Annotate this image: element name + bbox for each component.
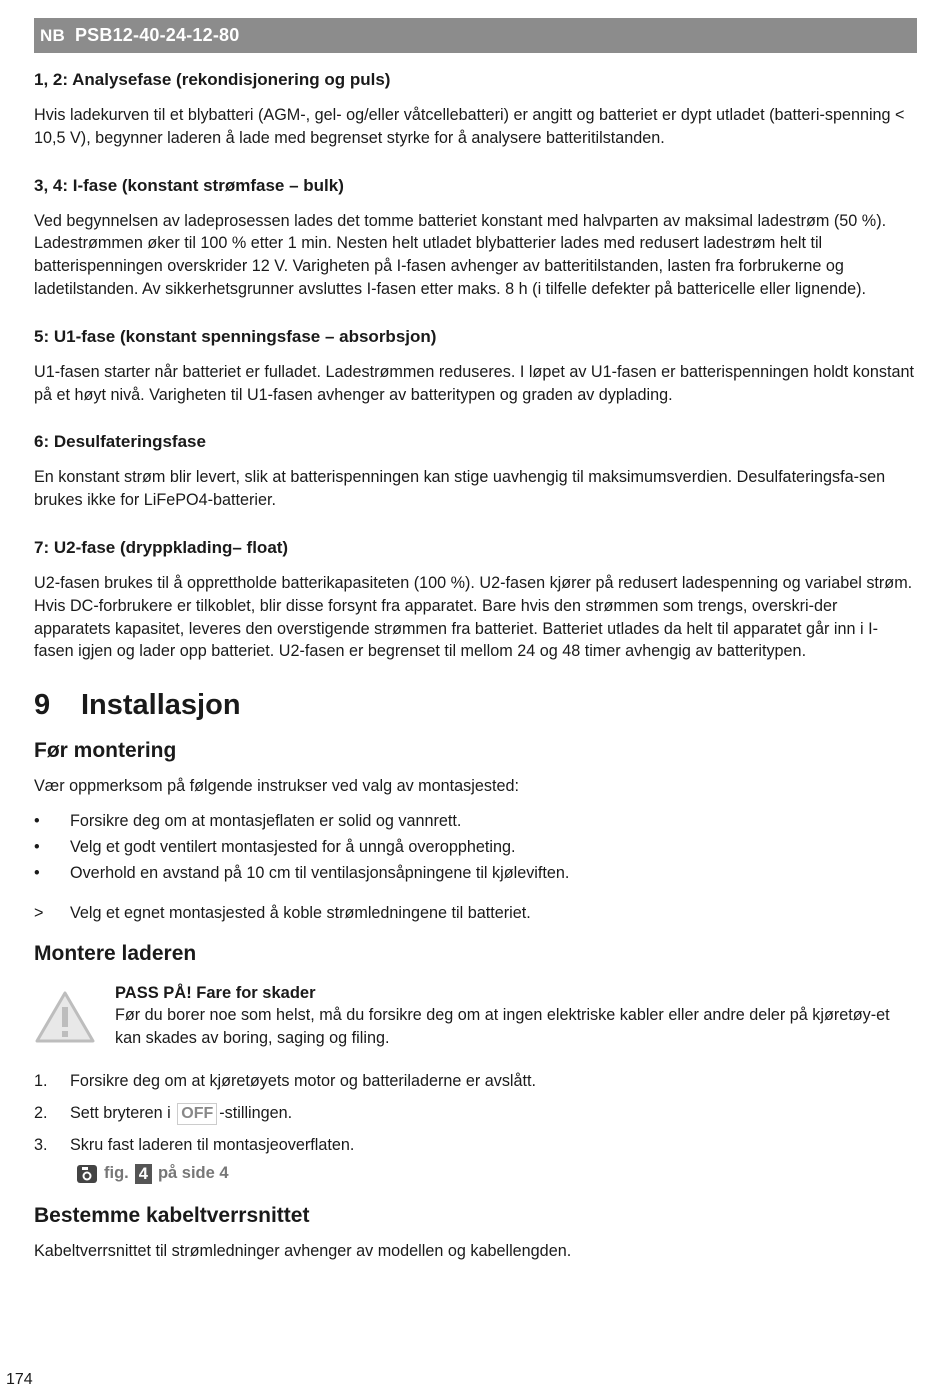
step-text-suffix: -stillingen.: [219, 1103, 293, 1122]
bullet-mark: •: [34, 811, 40, 830]
list-item: [34, 1100, 914, 1126]
list-item-text: Overhold en avstand på 10 cm til ventilasjonsåpningene til kjøleviften.: [70, 863, 570, 882]
model-number: PSB12-40-24-12-80: [74, 25, 240, 45]
bullet-list: [34, 808, 914, 886]
step-number: 3.: [34, 1135, 48, 1154]
figure-prefix: fig.: [104, 1164, 129, 1183]
warning-box: [34, 982, 914, 1050]
bullet-mark: •: [34, 863, 40, 882]
phase-heading: 3, 4: I-fase (konstant strømfase – bulk): [34, 175, 344, 195]
step-number: 2.: [34, 1103, 48, 1122]
chapter-title: [34, 687, 914, 723]
list-item: [34, 1068, 914, 1094]
figure-reference: [76, 1164, 914, 1184]
off-switch-label: OFF: [177, 1103, 217, 1125]
phase-heading: 1, 2: Analysefase (rekondisjonering og puls): [34, 70, 391, 89]
warning-text: Før du borer noe som helst, må du forsikre deg om at ingen elektriske kabler eller andre deler på kjøretøy-et kan skades av boring, saging og filing.: [115, 1005, 890, 1047]
cable-text: Kabeltverrsnittet til strømledninger avhenger av modellen og kabellengden.: [34, 1241, 572, 1260]
page-number: 174: [6, 1371, 33, 1388]
chapter-title-text: Installasjon: [81, 689, 241, 722]
figure-suffix: på side 4: [157, 1164, 229, 1183]
section-heading-before-mounting: Før montering: [34, 739, 177, 763]
phase-text: En konstant strøm blir levert, slik at batterispenningen kan stige uavhengig til maksimumsverdien. Desulfateringsfa-sen brukes ikke for LiFePO4-batterier.: [34, 468, 886, 510]
instruction-step: [34, 900, 914, 926]
phase-text: Ved begynnelsen av ladeprosessen lades det tomme batteriet konstant med halvparten av maksimal ladestrøm (50 %). Ladestrømmen øker til 100 % etter 1 min. Nesten helt utladet blybatterier lades med redusert ladestrøm helt til batterispenningen overskrider 12 V. Varigheten på I-fasen avhenger av batteritilstanden, lasten fra forbrukerne og ladetilstanden. Av sikkerhetsgrunner avsluttes I-fasen etter maks. 8 h (i tilfelle defekter på battericelle eller lignende).: [34, 211, 887, 298]
camera-icon: [76, 1164, 98, 1184]
list-item-text: Forsikre deg om at montasjeflaten er solid og vannrett.: [70, 811, 462, 830]
phase-heading: 7: U2-fase (dryppklading– float): [34, 537, 289, 557]
language-code: NB: [40, 25, 65, 45]
section-heading-cable: Bestemme kabeltverrsnittet: [34, 1203, 310, 1227]
numbered-steps: [34, 1068, 914, 1158]
list-item: [34, 808, 914, 834]
bullet-mark: •: [34, 837, 40, 856]
step-mark: >: [34, 903, 44, 922]
step-text: Forsikre deg om at kjøretøyets motor og batteriladerne er avslått.: [70, 1071, 537, 1090]
list-item-text: Velg et godt ventilert montasjested for å unngå overoppheting.: [70, 837, 516, 856]
phase-text: Hvis ladekurven til et blybatteri (AGM-, gel- og/eller våtcellebatteri) er angitt og batteriet er dypt utladet (batteri-spenning < 10,5 V), begynner laderen å lade med begrenset styrke for å analysere batteritilstanden.: [34, 106, 905, 147]
chapter-number: 9: [34, 689, 51, 722]
step-text: Sett bryteren i: [70, 1103, 171, 1122]
warning-triangle-icon: [34, 982, 115, 1050]
phase-text: U2-fasen brukes til å opprettholde batterikapasiteten (100 %). U2-fasen kjører på redusert ladespenning og variabel strøm. Hvis DC-forbrukere er tilkoblet, blir disse forsynt fra apparatet. Bare hvis den strømmen som trengs, overskri-der apparatets kapasitet, leveres den overstigende strømmen fra batteriet. Batteriet utlades da helt til apparatet går inn i I-fasen igjen og lader opp batteriet. U2-fasen er begrenset til mellom 24 og 48 timer avhengig av batteritypen.: [34, 573, 913, 661]
list-item: [34, 1132, 914, 1158]
phase-heading: 6: Desulfateringsfase: [34, 432, 206, 452]
figure-number: 4: [135, 1164, 152, 1184]
step-text: Skru fast laderen til montasjeoverflaten.: [70, 1135, 355, 1154]
warning-title: PASS PÅ! Fare for skader: [115, 983, 316, 1002]
page-header: [34, 18, 917, 53]
list-item: [34, 860, 914, 886]
step-text: Velg et egnet montasjested å koble strømledningene til batteriet.: [70, 903, 531, 922]
section-heading-mount-charger: Montere laderen: [34, 941, 197, 965]
phase-text: U1-fasen starter når batteriet er fulladet. Ladestrømmen reduseres. I løpet av U1-fasen er batterispenningen holdt konstant på et høyt nivå. Varigheten til U1-fasen avhenger av batteritypen og graden av dyplading.: [34, 362, 914, 404]
page-content: [34, 68, 914, 1286]
phase-heading: 5: U1-fase (konstant spenningsfase – absorbsjon): [34, 326, 437, 346]
list-item: [34, 834, 914, 860]
step-number: 1.: [34, 1071, 48, 1090]
intro-text: Vær oppmerksom på følgende instrukser ved valg av montasjested:: [34, 777, 519, 796]
